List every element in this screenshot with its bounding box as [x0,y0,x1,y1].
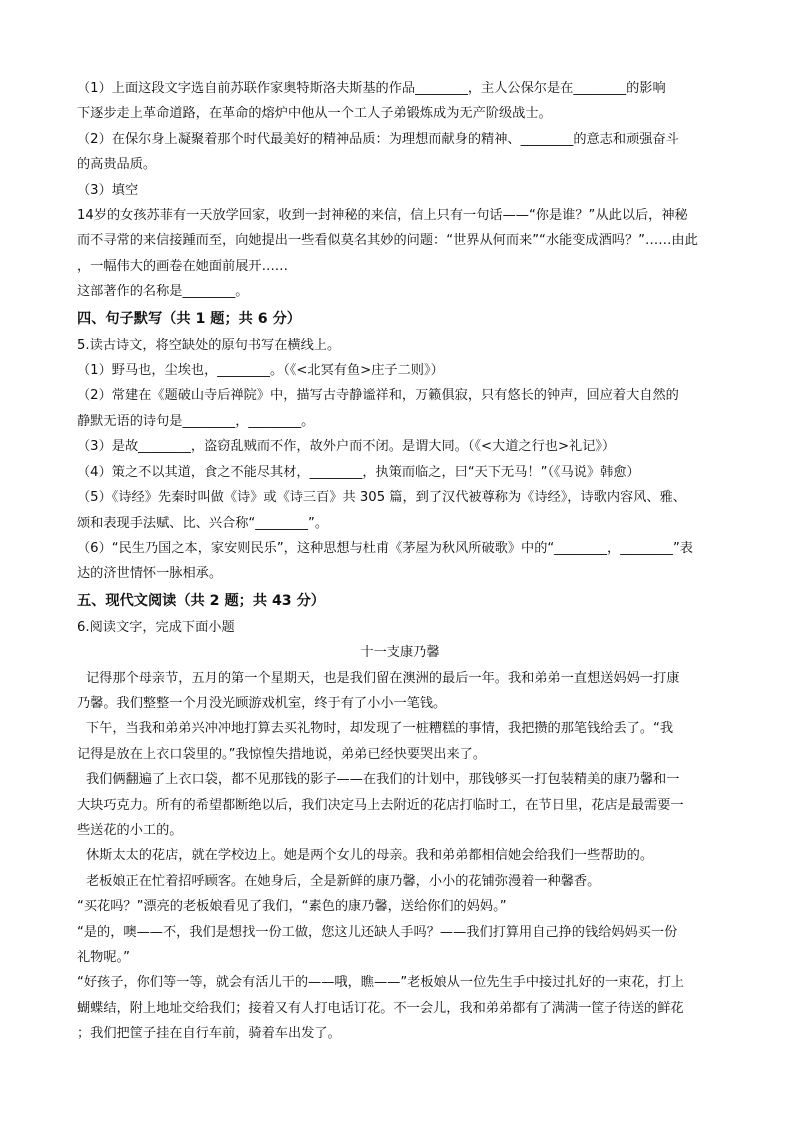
text-line: 达的济世情怀一脉相承。 [77,566,223,582]
text-line: 我们俩翻遍了上衣口袋，都不见那钱的影子——在我们的计划中，那钱够买一打包装精美的康乃馨和一 [86,772,680,788]
text-line: 记得是放在上衣口袋里的。”我惊惶失措地说，弟弟已经快要哭出来了。 [77,746,487,762]
section-heading: 四、句子默写（共 1 题；共 6 分） [77,310,301,327]
text-line: 大块巧克力。所有的希望都断绝以后，我们决定马上去附近的花店打临时工，在节日里，花店是最需要一 [77,797,684,813]
text-line: 而不寻常的来信接踵而至，向她提出一些看似莫名其妙的问题：“世界从何而来”“水能变成酒吗？”……由此 [77,233,698,249]
text-line: ，一幅伟大的画卷在她面前展开…… [77,258,288,274]
text-line: （6）“民生乃国之本，家安则民乐”，这种思想与杜甫《茅屋为秋风所破歌》中的“________，________”表 [77,540,693,556]
text-line: （1）上面这段文字选自前苏联作家奥特斯洛夫斯基的作品________，主人公保尔是在________的影响 [77,81,666,96]
text-line: （5）《诗经》先秦时叫做《诗》或《诗三百》共 305 篇，到了汉代被尊称为《诗经》，诗歌内容风、雅、 [77,490,686,506]
text-line: 静默无语的诗句是________，________。 [77,413,315,429]
text-line: （4）策之不以其道，食之不能尽其材，________，执策而临之，曰“天下无马！”（《马说》韩愈） [77,464,640,480]
section-heading: 五、现代文阅读（共 2 题；共 43 分） [77,592,325,609]
text-line: 5.读古诗文，将空缺处的原句书写在横线上。 [77,337,341,353]
text-line: 的高贵品质。 [77,157,157,173]
text-line: 老板娘正在忙着招呼顾客。在她身后，全是新鲜的康乃馨，小小的花铺弥漫着一种馨香。 [86,873,601,889]
text-line: 休斯太太的花店，就在学校边上。她是两个女儿的母亲。我和弟弟都相信她会给我们一些帮助的。 [86,848,654,864]
article-title: 十一支康乃馨 [360,645,440,661]
text-line: 礼物呢。” [77,950,130,965]
text-line: 些送花的小工的。 [77,822,183,838]
text-line: 乃馨。我们整整一个月没光顾游戏机室，终于有了小小一笔钱。 [77,695,447,711]
text-line: （2）常建在《题破山寺后禅院》中，描写古寺静谧祥和，万籁俱寂，只有悠长的钟声，回应着大自然的 [77,388,679,404]
text-line: 下午，当我和弟弟兴冲冲地打算去买礼物时，却发现了一桩糟糕的事情，我把攒的那笔钱给丢了。“我 [86,721,674,737]
text-line: （3）是故________，盗窃乱贼而不作，故外户而不闭。是谓大同。（《<大道之行也>礼记》） [77,439,616,455]
text-line: （3）填空 [77,182,139,198]
text-line: ；我们把筐子挂在自行车前，骑着车出发了。 [77,1026,341,1042]
text-line: （1）野马也，尘埃也，________。（《<北冥有鱼>庄子二则》） [77,363,444,379]
text-line: 6.阅读文字，完成下面小题 [77,619,235,635]
text-line: 记得那个母亲节，五月的第一个星期天，也是我们留在澳洲的最后一年。我和弟弟一直想送妈妈一打康 [86,670,680,686]
document-body [77,76,723,1047]
text-line: 下逐步走上革命道路，在革命的熔炉中他从一个工人子弟锻炼成为无产阶级战士。 [77,106,552,122]
text-line: 14岁的女孩苏菲有一天放学回家，收到一封神秘的来信，信上只有一句话——“你是谁？”从此以后，神秘 [77,208,688,224]
text-line: “好孩子，你们等一等，就会有活儿干的——哦，瞧——”老板娘从一位先生手中接过扎好的一束花，打上 [77,975,685,991]
text-line: 这部著作的名称是________。 [77,284,249,300]
text-line: “买花吗？”漂亮的老板娘看见了我们，“素色的康乃馨，送给你们的妈妈。” [77,899,507,915]
text-line: 蝴蝶结，附上地址交给我们；接着又有人打电话订花。不一会儿，我和弟弟都有了满满一筐子待送的鲜花 [77,1000,684,1016]
text-line: 颂和表现手法赋、比、兴合称“________”。 [77,515,329,531]
text-line: “是的，噢——不，我们是想找一份工做，您这儿还缺人手吗？——我们打算用自己挣的钱给妈妈买一份 [77,924,678,940]
text-line: （2）在保尔身上凝聚着那个时代最美好的精神品质：为理想而献身的精神、________的意志和顽强奋斗 [77,131,679,147]
